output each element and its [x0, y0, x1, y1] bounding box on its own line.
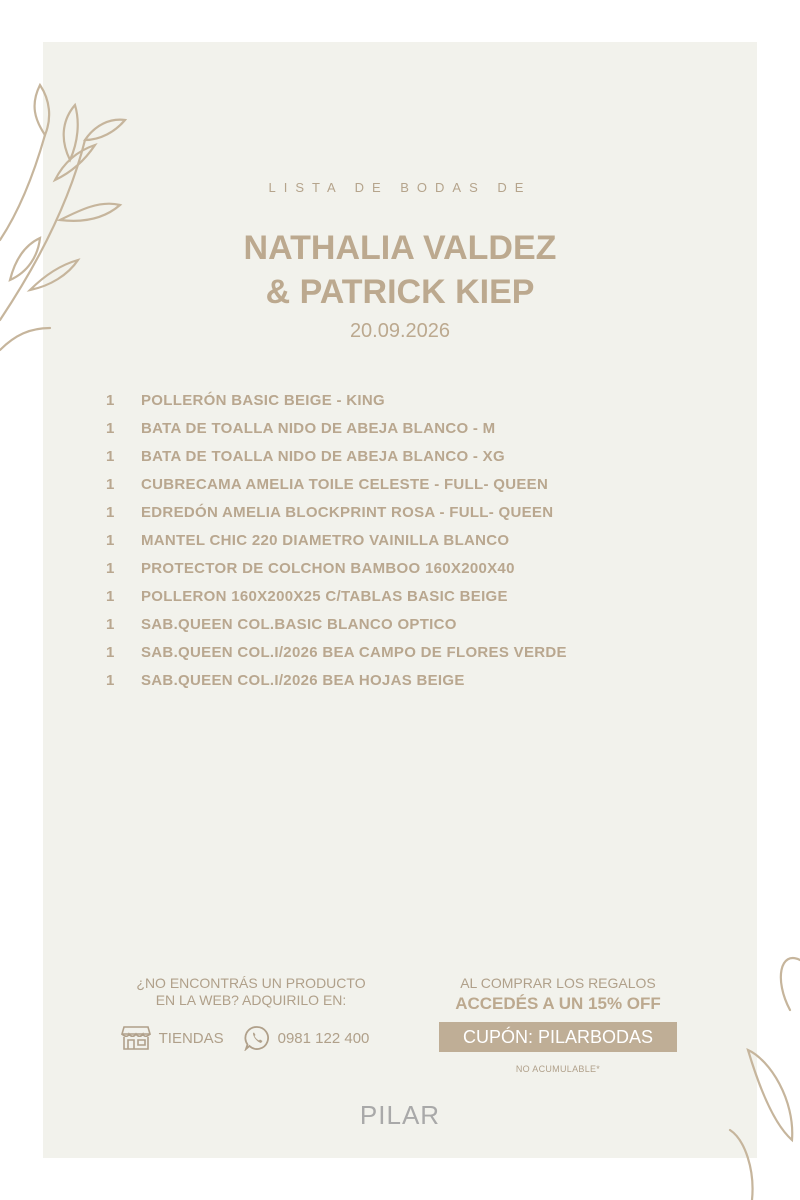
discount-line-2: ACCEDÉS A UN 15% OFF: [455, 994, 661, 1013]
list-item: [106, 390, 706, 418]
item-name: BATA DE TOALLA NIDO DE ABEJA BLANCO - XG: [141, 448, 505, 465]
list-item: [106, 446, 706, 474]
item-quantity: 1: [106, 616, 115, 633]
list-item: [106, 586, 706, 614]
item-quantity: 1: [106, 532, 115, 549]
item-quantity: 1: [106, 392, 115, 409]
item-name: CUBRECAMA AMELIA TOILE CELESTE - FULL- QUEEN: [141, 476, 549, 493]
item-name: MANTEL CHIC 220 DIAMETRO VAINILLA BLANCO: [141, 532, 510, 549]
item-quantity: 1: [106, 476, 115, 493]
list-item: [106, 642, 706, 670]
item-name: SAB.QUEEN COL.I/2026 BEA CAMPO DE FLORES VERDE: [141, 644, 567, 661]
item-quantity: 1: [106, 560, 115, 577]
store-icon: [121, 1025, 151, 1051]
coupon-badge: CUPÓN: PILARBODAS: [439, 1022, 677, 1052]
wedding-date: 20.09.2026: [349, 320, 451, 342]
discount-line-1: AL COMPRAR LOS REGALOS: [460, 975, 656, 991]
gift-items-list: [106, 390, 706, 698]
not-found-question-line-1: ¿NO ENCONTRÁS UN PRODUCTO: [136, 975, 366, 991]
whatsapp-icon: [244, 1025, 270, 1051]
item-name: POLLERON 160X200X25 C/TABLAS BASIC BEIGE: [141, 588, 508, 605]
item-name: BATA DE TOALLA NIDO DE ABEJA BLANCO - M: [141, 420, 496, 437]
list-item: [106, 502, 706, 530]
list-item: [106, 670, 706, 698]
item-quantity: 1: [106, 644, 115, 661]
couple-name-line-2: & PATRICK KIEP: [265, 273, 535, 311]
discount-info: [430, 975, 686, 1074]
purchase-info: [106, 975, 396, 1053]
item-name: SAB.QUEEN COL.BASIC BLANCO OPTICO: [141, 616, 457, 633]
couple-name-line-1: NATHALIA VALDEZ: [243, 229, 557, 267]
item-quantity: 1: [106, 420, 115, 437]
not-found-question-line-2: EN LA WEB? ADQUIRILO EN:: [155, 992, 347, 1008]
item-quantity: 1: [106, 588, 115, 605]
list-item: [106, 614, 706, 642]
list-item: [106, 558, 706, 586]
item-name: PROTECTOR DE COLCHON BAMBOO 160X200X40: [141, 560, 515, 577]
brand-logo: PILAR: [359, 1100, 441, 1130]
list-item: [106, 530, 706, 558]
item-quantity: 1: [106, 448, 115, 465]
item-name: SAB.QUEEN COL.I/2026 BEA HOJAS BEIGE: [141, 672, 465, 689]
phone-number[interactable]: 0981 122 400: [277, 1029, 370, 1047]
item-name: POLLERÓN BASIC BEIGE - KING: [141, 392, 385, 409]
contact-options: [106, 1023, 396, 1053]
stores-link[interactable]: TIENDAS: [158, 1029, 224, 1047]
list-item: [106, 474, 706, 502]
item-name: EDREDÓN AMELIA BLOCKPRINT ROSA - FULL- QUEEN: [141, 504, 554, 521]
list-eyebrow: LISTA DE BODAS DE: [268, 180, 532, 195]
item-quantity: 1: [106, 672, 115, 689]
non-cumulative-note: NO ACUMULABLE*: [515, 1064, 601, 1074]
couple-names: [0, 226, 800, 314]
list-item: [106, 418, 706, 446]
item-quantity: 1: [106, 504, 115, 521]
